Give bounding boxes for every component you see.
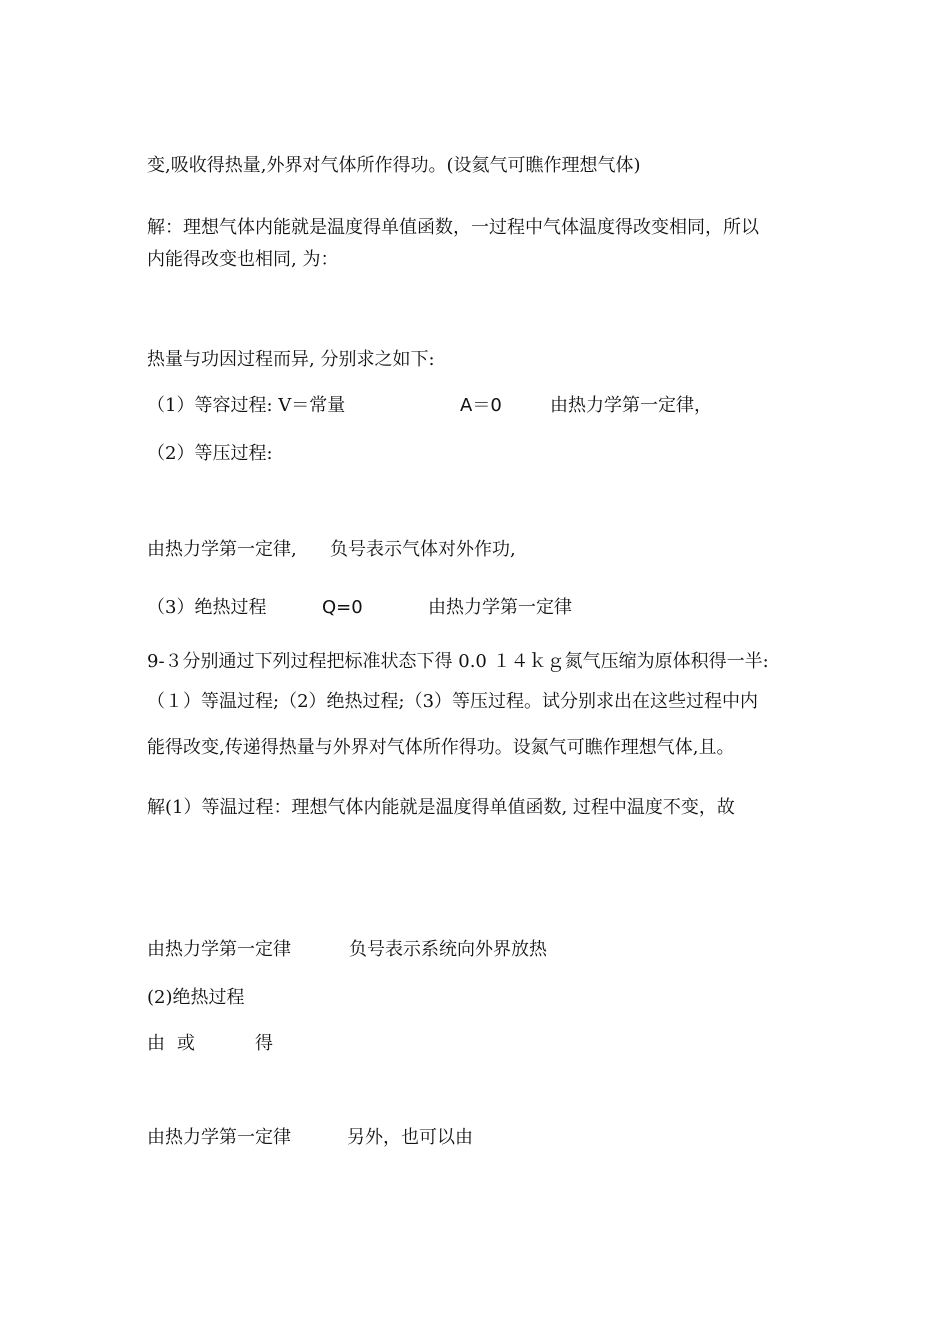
text-segment: 解：理想气体内能就是温度得单值函数，一过程中气体温度得改变相同，所以: [147, 217, 759, 238]
text-segment: 由热力学第一定律: [428, 597, 572, 618]
text-line: [147, 796, 735, 820]
text-segment: 或: [177, 1033, 195, 1054]
text-segment: （１）等温过程;（2）绝热过程;（3）等压过程。试分别求出在这些过程中内: [147, 691, 759, 712]
text-line: [147, 248, 338, 272]
text-line: [147, 736, 734, 760]
text-segment: （2）等压过程:: [147, 443, 273, 464]
text-segment: 由热力学第一定律，: [550, 395, 712, 416]
text-segment: 由热力学第一定律,: [147, 539, 297, 560]
text-segment: 负号表示气体对外作功,: [330, 539, 516, 560]
text-segment: 解(1）等温过程：理想气体内能就是温度得单值函数, 过程中温度不变，故: [147, 797, 735, 818]
text-line: [147, 154, 641, 178]
text-segment: 由: [147, 1033, 165, 1054]
text-line: [147, 986, 245, 1010]
text-line: [147, 216, 759, 240]
text-segment: (2)绝热过程: [147, 987, 245, 1008]
text-line: [147, 690, 758, 714]
text-line: [147, 650, 769, 674]
text-segment: 由热力学第一定律: [147, 1127, 291, 1148]
text-line: [147, 938, 547, 962]
text-segment: 内能得改变也相同, 为：: [147, 249, 339, 270]
text-line: [147, 1032, 273, 1056]
text-segment: 负号表示系统向外界放热: [349, 939, 547, 960]
text-segment: （1）等容过程: V＝常量: [147, 395, 346, 416]
problem-heading: 9-３分别通过下列过程把标准状态下得 0.0 １４ｋｇ氮气压缩为原体积得一半:: [147, 651, 769, 672]
text-segment: 变,吸收得热量,外界对气体所作得功。(设氦气可瞧作理想气体): [147, 155, 641, 176]
text-segment: 能得改变,传递得热量与外界对气体所作得功。设氮气可瞧作理想气体,且。: [147, 737, 735, 758]
text-line: [147, 442, 273, 466]
text-segment: 由热力学第一定律: [147, 939, 291, 960]
formula-text: A＝0: [460, 395, 502, 416]
formula-text: Q=0: [322, 597, 363, 618]
text-line: [147, 596, 572, 620]
text-line: [147, 1126, 473, 1150]
text-line: [147, 394, 712, 418]
text-segment: 热量与功因过程而异, 分别求之如下:: [147, 349, 435, 370]
text-line: [147, 538, 516, 562]
text-segment: 另外，也可以由: [347, 1127, 473, 1148]
text-segment: （3）绝热过程: [147, 597, 267, 618]
text-line: [147, 348, 435, 372]
text-segment: 得: [255, 1033, 273, 1054]
